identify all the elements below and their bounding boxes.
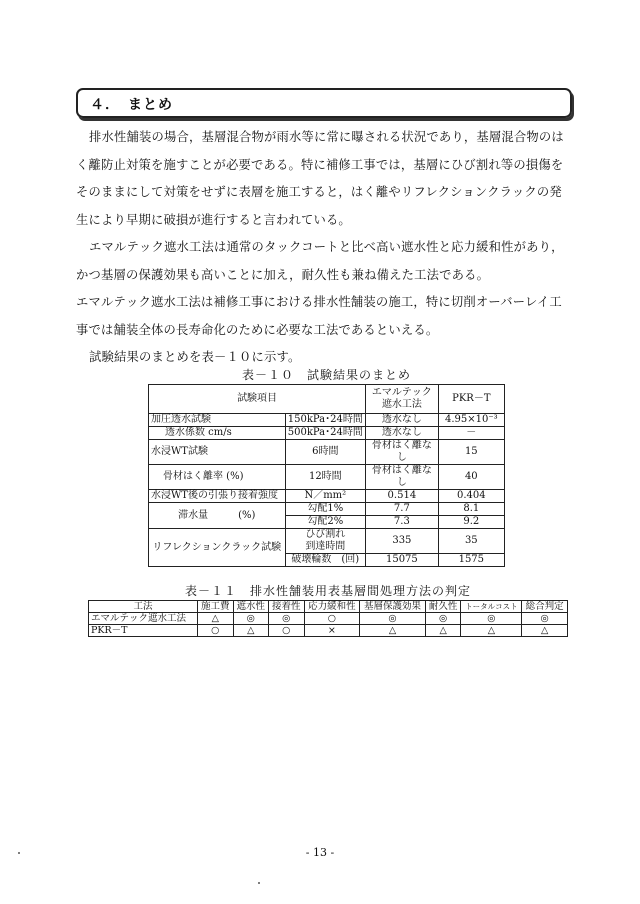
- table-row: 滞水量 (%) 勾配1% 7.7 8.1: [149, 503, 505, 516]
- table10-caption: 表－１０ 試験結果のまとめ: [241, 368, 411, 382]
- scan-speck: [258, 882, 260, 884]
- table11-caption: 表－１１ 排水性舗装用表基層間処理方法の判定: [184, 584, 471, 598]
- header-item: 試験項目: [149, 385, 366, 414]
- paragraph-1: 排水性舗装の場合，基層混合物が雨水等に常に曝される状況であり，基層混合物のはく離防止対策を施すことが必要である。特に補修工事では，基層にひび割れ等の損傷をそのままにして対策をせずに表層を施工すると，はく離やリフレクションクラックの発生により早期に破損が進行すると言われている。: [76, 130, 564, 227]
- section-title: ４． まとめ: [90, 97, 173, 113]
- scan-speck: [18, 852, 20, 854]
- table-row: 加圧透水試験 150kPa･24時間 透水なし 4.95×10⁻³: [149, 414, 505, 427]
- table-row: 破壊輪数 (回) 15075 1575: [149, 554, 505, 567]
- table-row: エマルテック遮水工法 △ ◎ ◎ ○ ◎ ◎ ◎ ◎: [89, 613, 568, 625]
- table-row: 透水係数 cm/s 500kPa･24時間 透水なし －: [149, 427, 505, 440]
- section-heading-box: [76, 88, 572, 118]
- paragraph-2: エマルテック遮水工法は通常のタックコートと比べ高い遮水性と応力緩和性があり，かつ基層の保護効果も高いことに加え，耐久性も兼ね備えた工法である。: [76, 240, 564, 282]
- paragraph-3: エマルテック遮水工法は補修工事における排水性舗装の施工，特に切削オーバーレイ工事では舗装全体の長寿命化のために必要な工法であるといえる。: [76, 295, 562, 337]
- table11: [88, 600, 568, 637]
- table-row: リフレクションクラック試験 ひび割れ 到達時間 335 35: [149, 529, 505, 554]
- page-number: - 13 -: [305, 846, 335, 859]
- header-col2: PKR－T: [438, 385, 504, 414]
- table-row: 工法 施工費 遮水性 接着性 応力緩和性 基層保護効果 耐久性 トータルコスト 総合判定: [89, 601, 568, 613]
- table-row: 勾配2% 7.3 9.2: [149, 516, 505, 529]
- header-col1: エマルテック 遮水工法: [366, 385, 438, 414]
- paragraph-4: 試験結果のまとめを表－１０に示す。: [89, 350, 301, 364]
- table-row: 骨材はく離率 (%) 12時間 骨材はく離なし 40: [149, 465, 505, 490]
- table-row: PKR－T ○ △ ○ × △ △ △ △: [89, 625, 568, 637]
- body-text: [76, 124, 574, 372]
- table-row: 水浸WT試験 6時間 骨材はく離なし 15: [149, 440, 505, 465]
- table10: [148, 384, 505, 567]
- table-row: [149, 385, 505, 414]
- table-row: 水浸WT後の引張り接着強度 N／mm² 0.514 0.404: [149, 490, 505, 503]
